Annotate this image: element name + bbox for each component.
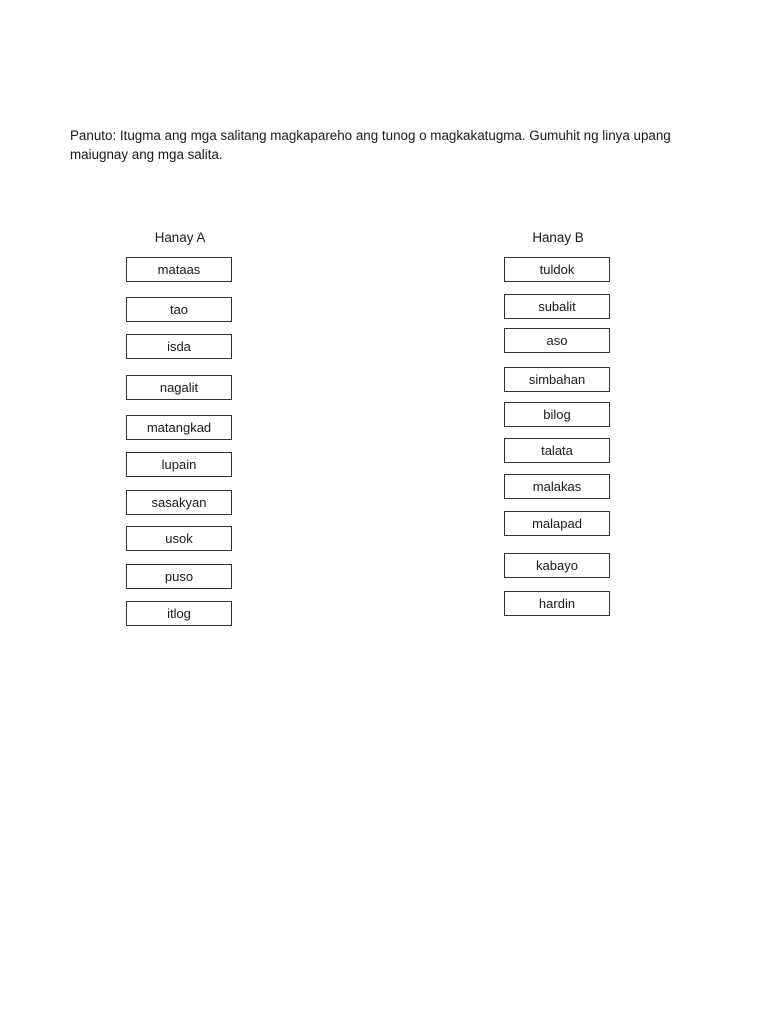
column-a-word-box[interactable]: mataas (126, 257, 232, 282)
column-a-word-box[interactable]: lupain (126, 452, 232, 477)
column-b-word-box[interactable]: malapad (504, 511, 610, 536)
column-b-word-box[interactable]: aso (504, 328, 610, 353)
column-a-word-box[interactable]: itlog (126, 601, 232, 626)
column-b-word-box[interactable]: malakas (504, 474, 610, 499)
column-b-word-box[interactable]: hardin (504, 591, 610, 616)
column-b-word-box[interactable]: talata (504, 438, 610, 463)
column-b-heading: Hanay B (532, 230, 584, 245)
column-a-heading: Hanay A (154, 230, 206, 245)
column-a-word-box[interactable]: matangkad (126, 415, 232, 440)
column-a-word-box[interactable]: nagalit (126, 375, 232, 400)
column-a-word-box[interactable]: isda (126, 334, 232, 359)
column-b-word-box[interactable]: tuldok (504, 257, 610, 282)
column-b-word-box[interactable]: subalit (504, 294, 610, 319)
column-a-word-box[interactable]: sasakyan (126, 490, 232, 515)
column-b-word-box[interactable]: kabayo (504, 553, 610, 578)
column-b-word-box[interactable]: bilog (504, 402, 610, 427)
column-a-word-box[interactable]: puso (126, 564, 232, 589)
column-b-word-box[interactable]: simbahan (504, 367, 610, 392)
column-a-word-box[interactable]: usok (126, 526, 232, 551)
column-a-word-box[interactable]: tao (126, 297, 232, 322)
instructions-text: Panuto: Itugma ang mga salitang magkapareho ang tunog o magkakatugma. Gumuhit ng linya upang maiugnay ang mga salita. (70, 128, 671, 162)
